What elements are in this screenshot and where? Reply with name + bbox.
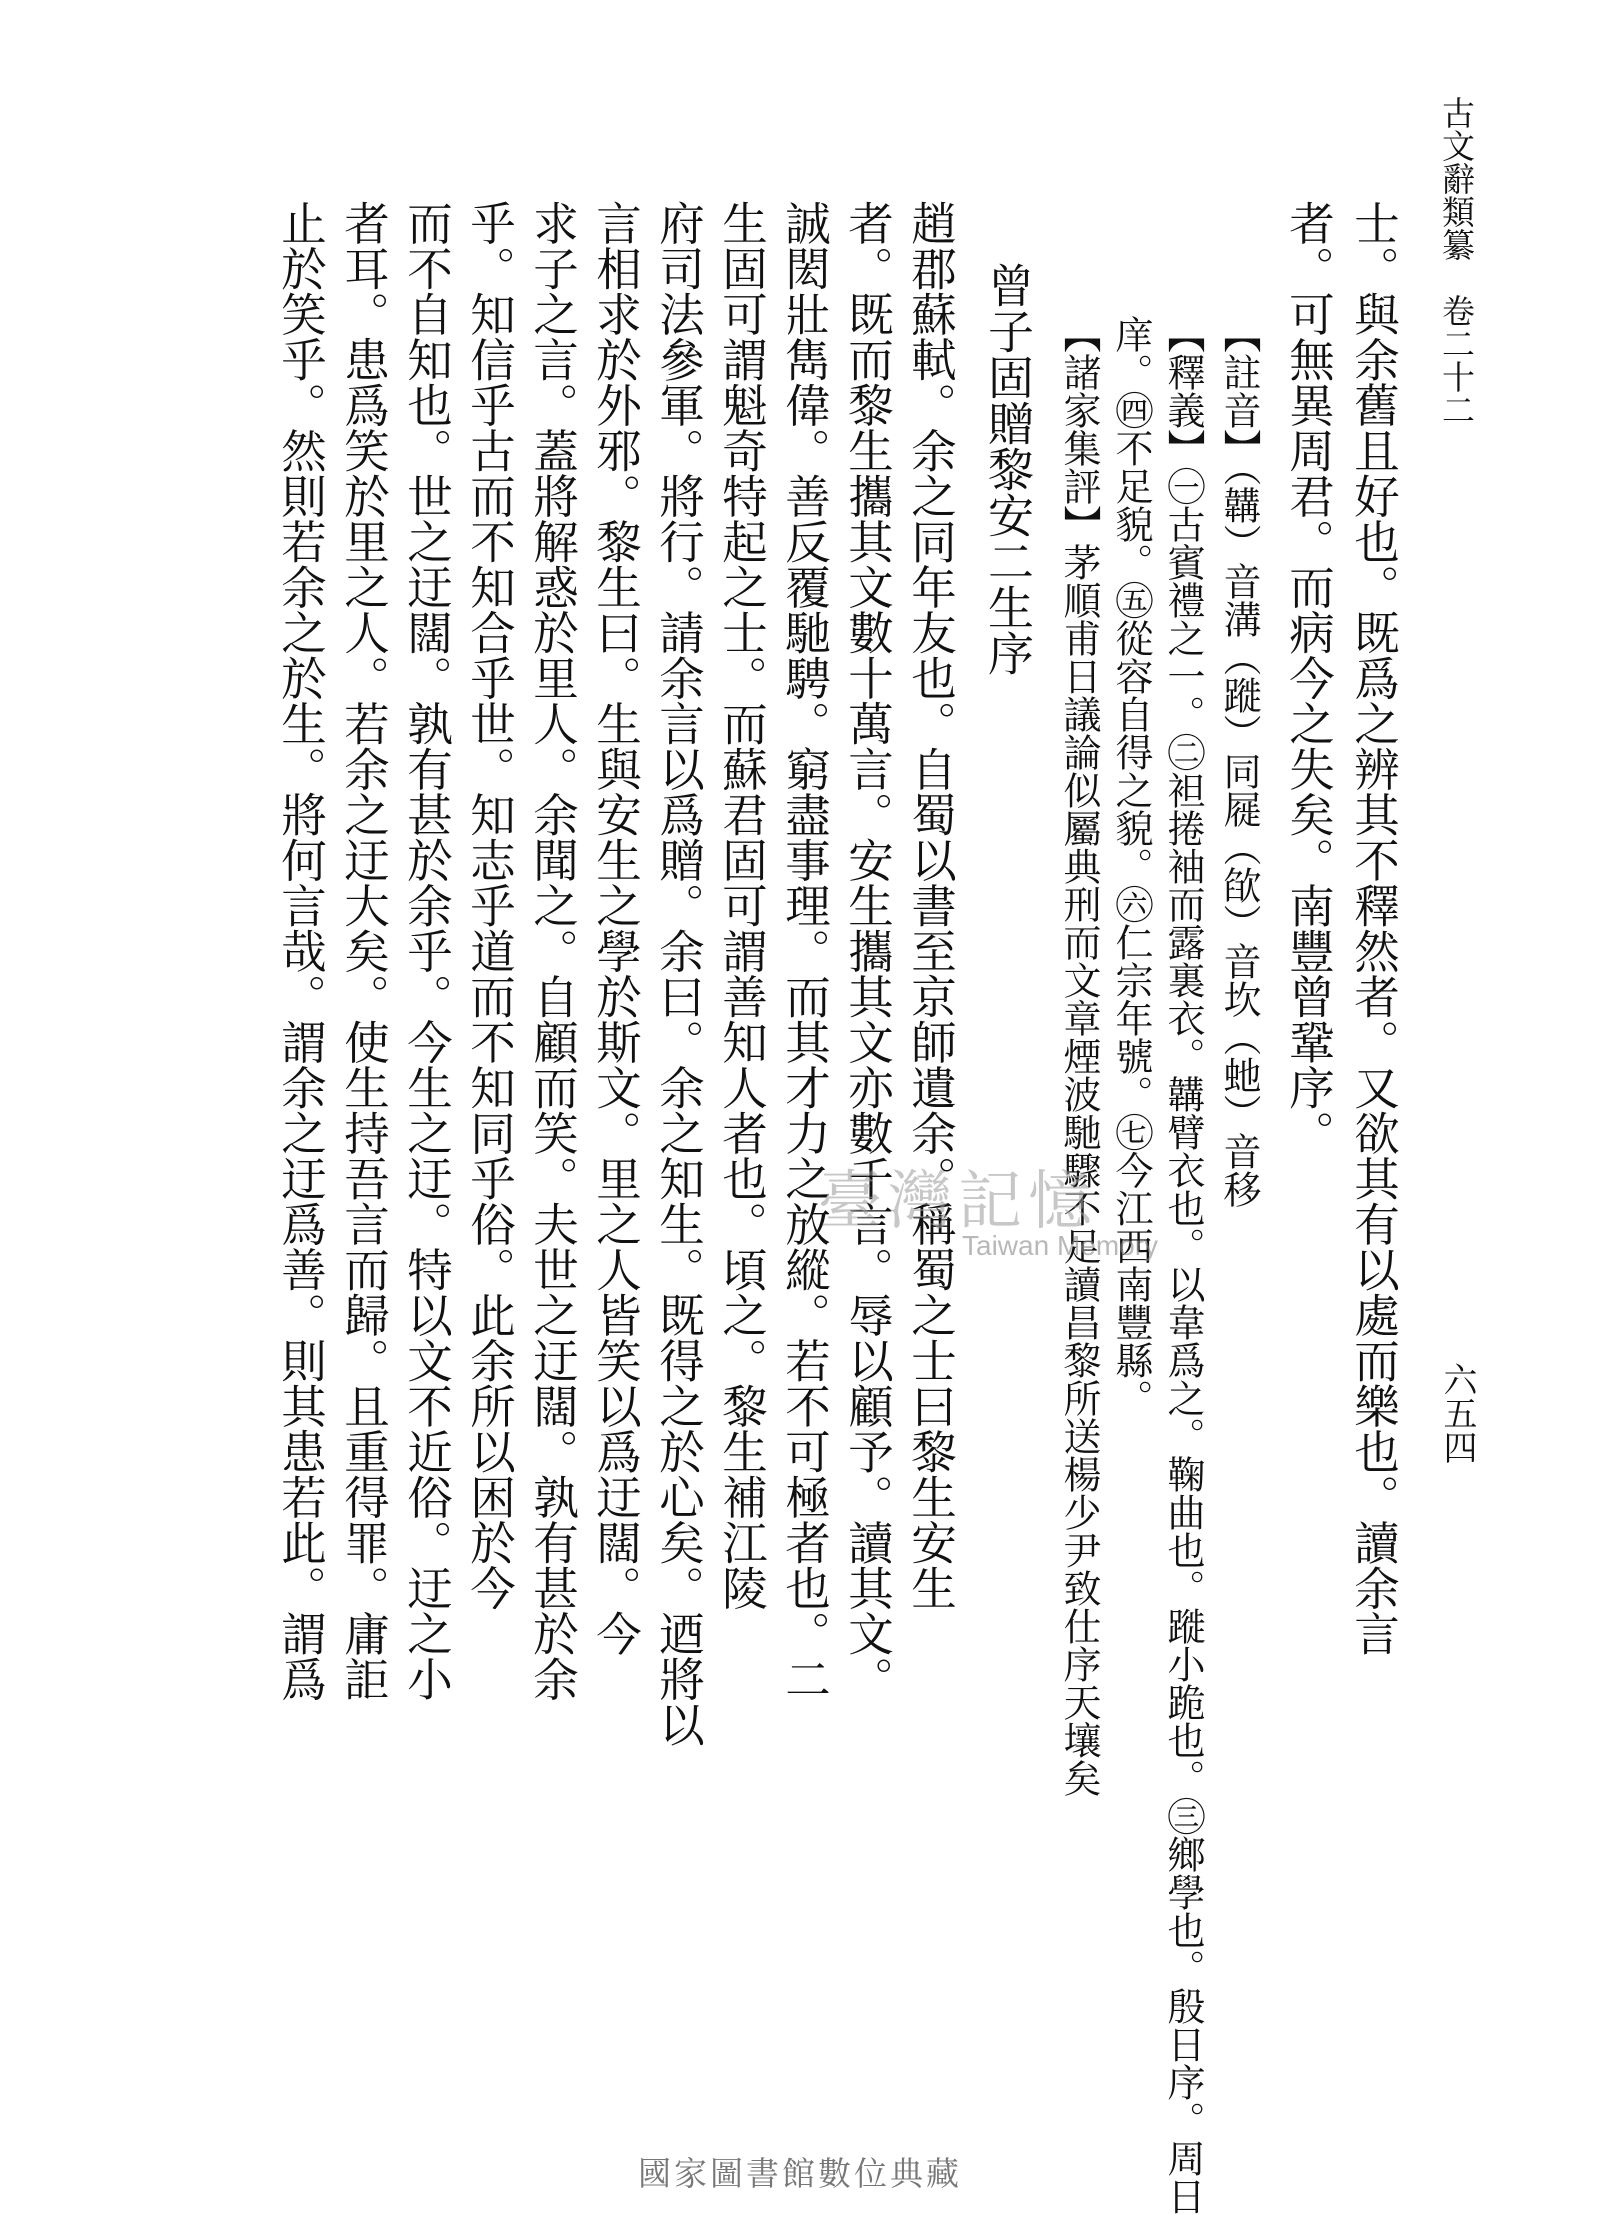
text-column: 而不自知也。世之迂闊。孰有甚於余乎。今生之迂。特以文不近俗。迂之小: [400, 200, 454, 1702]
footer-credit: 國家圖書館數位典藏: [638, 2154, 962, 2193]
text-column: 生固可謂魁奇特起之士。而蘇君固可謂善知人者也。頃之。黎生補江陵: [715, 200, 769, 1611]
running-header: 古文辭類纂 卷二十二: [1437, 96, 1476, 426]
text-column: 者。可無異周君。而病今之失矣。南豐曾鞏序。: [1282, 200, 1336, 1156]
annotation-column: 【註音】（韝）音溝（蹝）同屣（欿）音坎（虵）音移: [1217, 315, 1261, 1208]
page-number: 六五四: [1437, 1362, 1477, 1464]
annotation-column: 庠。㊃不足貌。㊄從容自得之貌。㊅仁宗年號。㊆今江西南豐縣。: [1109, 315, 1153, 1417]
watermark-logo: 臺灣記憶: [818, 1165, 1098, 1239]
text-column: 趙郡蘇軾。余之同年友也。自蜀以書至京師遺余。稱蜀之士曰黎生安生: [904, 200, 958, 1611]
text-column: 士。與余舊且好也。既爲之辨其不釋然者。又欲其有以處而樂也。讀余言: [1347, 200, 1401, 1656]
watermark-subtext: Taiwan Memory: [962, 1230, 1159, 1261]
text-column: 府司法參軍。將行。請余言以爲贈。余曰。余之知生。既得之於心矣。迺將以: [652, 200, 706, 1747]
text-column: 者耳。患爲笑於里之人。若余之迂大矣。使生持吾言而歸。且重得罪。庸詎: [337, 200, 391, 1702]
text-column: 者。既而黎生攜其文數十萬言。安生攜其文亦數千言。辱以顧予。讀其文。: [841, 200, 895, 1702]
text-column: 乎。知信乎古而不知合乎世。知志乎道而不知同乎俗。此余所以困於今: [463, 200, 517, 1611]
annotation-column: 【諸家集評】茅順甫日議論似屬典刑而文章煙波馳驟不足讀昌黎所送楊少尹致仕序天壤矣: [1057, 315, 1101, 1797]
essay-title: 曾子固贈黎安二生序: [981, 262, 1035, 676]
text-column: 誠閎壯雋偉。善反覆馳騁。窮盡事理。而其才力之放縱。若不可極者也。二: [778, 200, 832, 1702]
text-column: 止於笑乎。然則若余之於生。將何言哉。謂余之迂爲善。則其患若此。謂爲: [274, 200, 328, 1702]
annotation-column: 【釋義】㊀古賓禮之一。㊁袒捲袖而露裏衣。韝臂衣也。以韋爲之。鞠曲也。蹝小跪也。㊂鄉學也。殷日序。周日: [1161, 315, 1205, 2215]
text-column: 求子之言。蓋將解惑於里人。余聞之。自顧而笑。夫世之迂闊。孰有甚於余: [526, 200, 580, 1702]
text-column: 言相求於外邪。黎生曰。生與安生之學於斯文。里之人皆笑以爲迂闊。今: [589, 200, 643, 1656]
